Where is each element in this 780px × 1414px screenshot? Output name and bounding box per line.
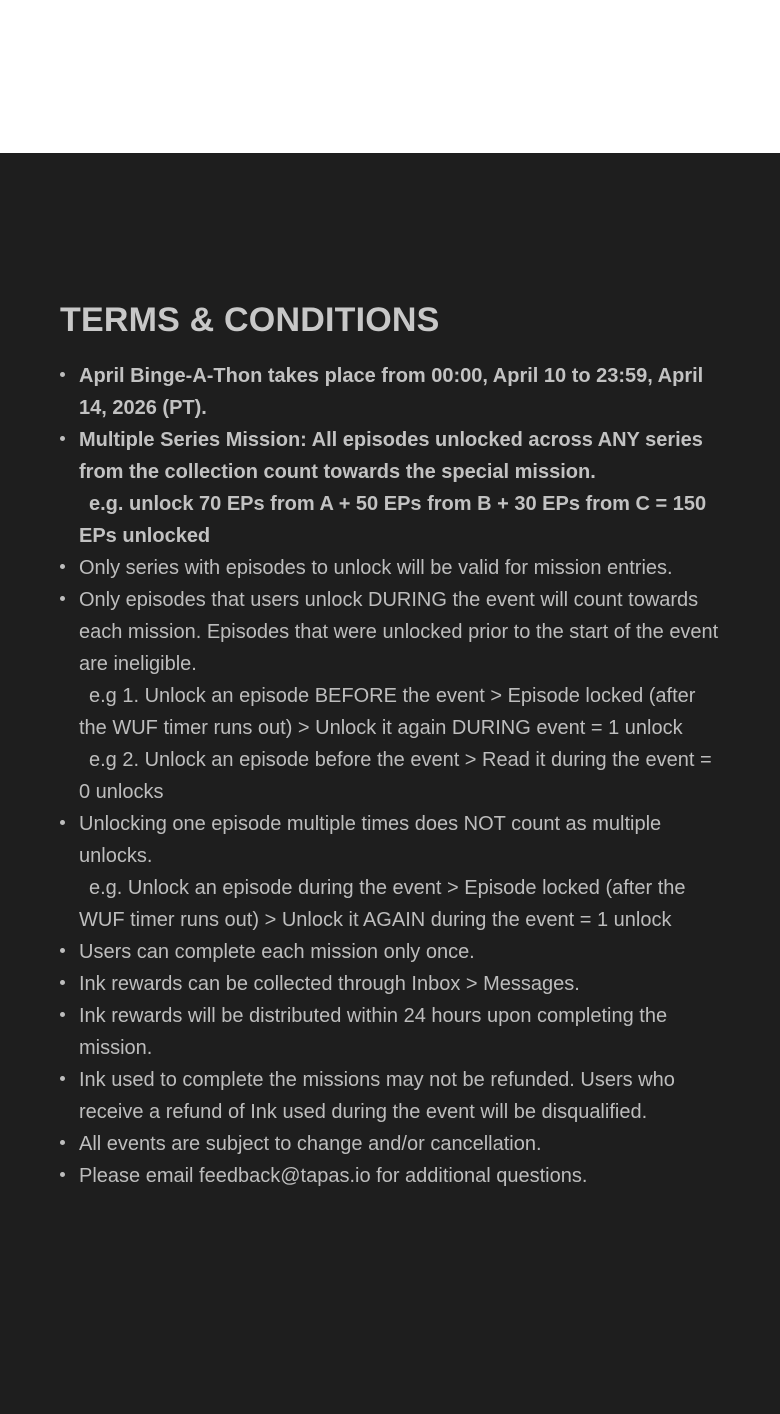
bullet-icon	[60, 424, 68, 456]
terms-item-text: Ink used to complete the missions may not be refunded. Users who receive a refund of Ink used during the event will be disqualified.	[79, 1069, 675, 1123]
terms-item-subject-to-change	[60, 1128, 720, 1160]
terms-item-example: e.g. unlock 70 EPs from A + 50 EPs from B + 30 EPs from C = 150 EPs unlocked	[79, 493, 707, 547]
terms-item-event-period	[60, 360, 720, 424]
terms-item-text: Users can complete each mission only once.	[79, 941, 475, 963]
terms-item-multiple-unlocks	[60, 808, 720, 936]
bullet-icon	[60, 552, 68, 584]
terms-item-text: Please email feedback@tapas.io for additional questions.	[79, 1165, 588, 1187]
top-blank-area	[0, 0, 780, 153]
terms-item-unlock-during-event	[60, 584, 720, 808]
terms-list	[60, 360, 720, 1192]
terms-and-conditions-section	[0, 153, 780, 1414]
bullet-icon	[60, 360, 68, 392]
terms-item-text: April Binge-A-Thon takes place from 00:00, April 10 to 23:59, April 14, 2026 (PT).	[79, 365, 704, 419]
terms-item-text: All events are subject to change and/or cancellation.	[79, 1133, 542, 1155]
terms-item-refund-policy	[60, 1064, 720, 1128]
terms-item-text: Ink rewards will be distributed within 24 hours upon completing the mission.	[79, 1005, 668, 1059]
terms-item-text: Ink rewards can be collected through Inbox > Messages.	[79, 973, 580, 995]
terms-title: TERMS & CONDITIONS	[60, 301, 440, 339]
bullet-icon	[60, 1128, 68, 1160]
bullet-icon	[60, 968, 68, 1000]
terms-item-reward-distribution	[60, 1000, 720, 1064]
terms-item-example: e.g. Unlock an episode during the event > Episode locked (after the WUF timer runs out) > Unlock it AGAIN during the event = 1 unlock	[79, 877, 686, 931]
bullet-icon	[60, 1064, 68, 1096]
terms-item-text: Only series with episodes to unlock will be valid for mission entries.	[79, 557, 673, 579]
terms-item-text: Only episodes that users unlock DURING the event will count towards each mission. Episodes that were unlocked prior to the start of the event are ineligible.	[79, 589, 719, 675]
terms-item-collect-rewards	[60, 968, 720, 1000]
terms-item-example-2: e.g 2. Unlock an episode before the event > Read it during the event = 0 unlocks	[79, 749, 712, 803]
bullet-icon	[60, 584, 68, 616]
terms-item-contact-email	[60, 1160, 720, 1192]
bullet-icon	[60, 1000, 68, 1032]
terms-item-example-1: e.g 1. Unlock an episode BEFORE the event > Episode locked (after the WUF timer runs out) > Unlock it again DURING event = 1 unlock	[79, 685, 696, 739]
terms-item-valid-series	[60, 552, 720, 584]
bullet-icon	[60, 808, 68, 840]
terms-item-text: Multiple Series Mission: All episodes unlocked across ANY series from the collection count towards the special mission.	[79, 429, 703, 483]
terms-item-text: Unlocking one episode multiple times does NOT count as multiple unlocks.	[79, 813, 662, 867]
bullet-icon	[60, 1160, 68, 1192]
bullet-icon	[60, 936, 68, 968]
terms-item-multiple-series	[60, 424, 720, 552]
terms-item-complete-once	[60, 936, 720, 968]
